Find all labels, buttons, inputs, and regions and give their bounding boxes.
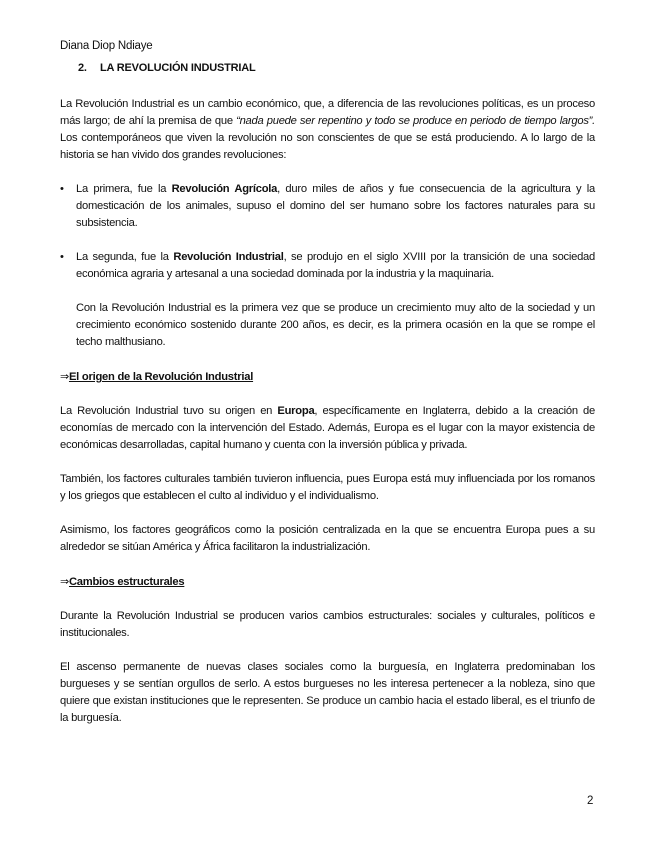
origen-p1-end: , específicamente en Inglaterra, debido a la creación de economías de mercado con la intervención del Estado. Además, Europa es el lugar con la mayor existencia de económicas desarrolladas, capital humano y cuenta con la inversión pública y privada. xyxy=(60,405,595,451)
author-name: Diana Diop Ndiaye xyxy=(60,40,153,52)
cambios-paragraph-2: El ascenso permanente de nuevas clases sociales como la burguesía, en Inglaterra predominaban los burgueses y se sentían orgullos de serlo. A estos burgueses no les interesa pertenecer a la nobleza, sino que quiere que existan instituciones que le representen. Se produce un cambio hacia el estado liberal, es el triunfo de la burguesía. xyxy=(60,661,595,724)
arrow-right-icon: ⇒ xyxy=(60,575,69,588)
page-number: 2 xyxy=(587,795,594,807)
bullet-bold-term: Revolución Agrícola xyxy=(171,183,278,195)
revolutions-list xyxy=(60,181,595,283)
bullet-bold-term: Revolución Industrial xyxy=(173,251,284,263)
document-body xyxy=(60,96,595,744)
intro-text-end: Los contemporáneos que viven la revolución no son conscientes de que se está produciendo. A lo largo de la historia se han vivido dos grandes revoluciones: xyxy=(60,132,595,161)
bullet-text-start: La segunda, fue la xyxy=(76,251,174,263)
origen-p1-bold: Europa xyxy=(277,405,315,417)
origen-p1-start: La Revolución Industrial tuvo su origen en xyxy=(60,405,278,417)
section-heading xyxy=(78,62,256,74)
cambios-title: Cambios estructurales xyxy=(68,576,185,588)
section-number: 2. xyxy=(78,62,87,74)
intro-quote: “nada puede ser repentino y todo se produce en periodo de tiempo largos”. xyxy=(236,115,596,127)
cambios-heading xyxy=(60,573,595,591)
bullet-text-end: , duro miles de años y fue consecuencia de la agricultura y la domesticación de los animales, supuso el domino del ser humano sobre los factores naturales para su subsistencia. xyxy=(76,183,595,229)
origen-paragraph-1 xyxy=(60,403,595,454)
bullet-text-start: La primera, fue la xyxy=(76,183,172,195)
list-item xyxy=(60,181,595,232)
bullet-continuation: Con la Revolución Industrial es la primera vez que se produce un crecimiento muy alto de la sociedad y un crecimiento económico sostenido durante 200 años, es decir, es la primera ocasión en la que se rompe el techo malthusiano. xyxy=(76,302,595,348)
list-item xyxy=(60,249,595,283)
intro-text-start: La Revolución Industrial es un cambio económico, que, a diferencia de las revoluciones políticas, es un proceso más largo; de ahí la premisa de que xyxy=(60,98,595,127)
cambios-paragraph-1: Durante la Revolución Industrial se producen varios cambios estructurales: sociales y culturales, políticos e institucionales. xyxy=(60,610,595,639)
origen-paragraph-2: También, los factores culturales también tuvieron influencia, pues Europa está muy influenciada por los romanos y los griegos que establecen el culto al individuo y el individualismo. xyxy=(60,473,595,502)
bullet-icon: • xyxy=(60,183,64,195)
origen-title: El origen de la Revolución Industrial xyxy=(68,371,254,383)
bullet-icon: • xyxy=(60,251,64,263)
origen-heading xyxy=(60,368,595,386)
section-title: LA REVOLUCIÓN INDUSTRIAL xyxy=(100,62,256,74)
intro-paragraph xyxy=(60,96,595,164)
origen-paragraph-3: Asimismo, los factores geográficos como la posición centralizada en la que se encuentra Europa pues a su alrededor se sitúan América y África facilitaron la industrialización. xyxy=(60,524,595,553)
bullet-text-end: , se produjo en el siglo XVIII por la transición de una sociedad económica agraria y artesanal a una sociedad dominada por la industria y la maquinaria. xyxy=(76,251,596,280)
arrow-right-icon: ⇒ xyxy=(60,370,69,383)
